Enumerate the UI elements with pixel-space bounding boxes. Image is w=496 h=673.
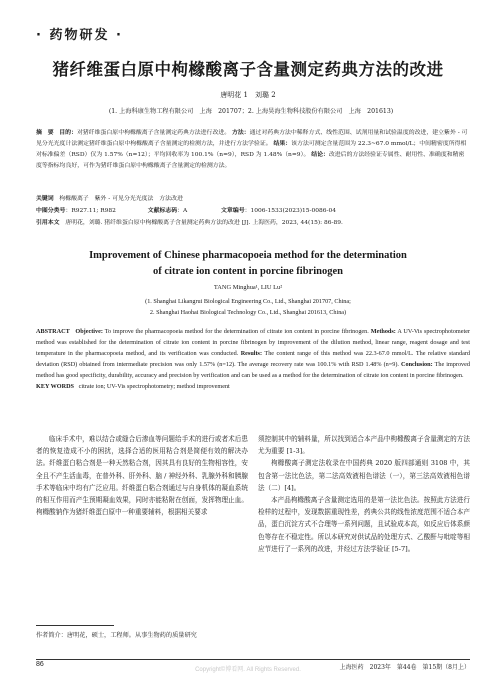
abstract-cn — [36, 128, 470, 172]
affiliation-en-2: 2. Shanghai Haohai Biological Technology Co., Ltd., Shanghai 201613, China) — [149, 309, 347, 316]
section-header: · 药物研发 · — [36, 28, 123, 43]
abstract-en — [36, 326, 470, 392]
objective-key: Objective: — [75, 328, 103, 335]
clc-value: R927.11; R982 — [71, 208, 116, 214]
keywords-en-label: KEY WORDS — [36, 383, 74, 390]
body-paragraph: 枸橼酸离子测定法收录在中国药典 2020 版四部通则 3108 中，其包含第一法比色法，第二法高效液相色谱法（一），第三法高效液相色谱法（二）[4]。 — [258, 459, 470, 492]
abstract-conclusion: 改进后的方法经验证专属性、耐用性、准确度和精密度等指标均良好，可作为猪纤维蛋白原中枸橼酸离子含量测定的检测方法。 — [36, 152, 465, 169]
classification-line: 中图分类号：R927.11; R982 文献标志码：A 文章编号：1006-1533(2023)15-0086-04 — [36, 208, 337, 214]
keywords-cn-text: 枸橼酸离子 紫外 - 可见分光光度法 方法改进 — [59, 196, 183, 202]
body-paragraph: 临床手术中，难以结合或缝合后渗血等问题给手术的进行或者术后患者的恢复造成不小的困扰，选择合适的医用粘合剂是简便有效的解决办法。纤维蛋白粘合剂是一种天然粘合剂，因其具有良好的生物相容性，安全且不产生活血毒，在普外科、肝外科、脑 / 神经外科、乳腺外科和胰腺手术等临床中均有广泛应用。纤维蛋白粘合剂通过与自身机体的凝血系统的相互作用而产生预期凝血效果，同时亦能粘附在创面，发挥物理止血。枸橼酸钠作为猪纤维蛋白原中一种重要辅料，根据相关要求 — [36, 435, 248, 517]
abstract-results: 该方法可测定含量范围为 22.3~67.0 mmol/L；中间精密度所得相对标准偏差（RSD）仅为 1.57%（n=12）；平均回收率为 100.1%（n=9），RSD 为 1.48%（n=9）。 — [36, 141, 467, 158]
abstract-methods: 通过对药典方法中稀释方式、线性范围、试剂用量和试验温度的改进，建立紫外 - 可见分光光度计法测定猪纤维蛋白原中枸橼酸离子含量测定的检测方法，并进行方法学验证。 — [36, 130, 468, 147]
body-column-right — [258, 433, 470, 555]
keywords-cn-label: 关键词 — [36, 196, 54, 202]
citation-text: 唐明花，刘璐. 猪纤维蛋白原中枸橼酸离子含量测定药典方法的改进 [J]. 上海医药，2023, 44(15): 86-89. — [65, 220, 343, 226]
abstract-conclusion-key: 结论： — [311, 152, 329, 158]
clc-label: 中图分类号 — [36, 208, 66, 214]
abstract-methods-key: 方法： — [232, 130, 250, 136]
conclusion-key: Conclusion: — [401, 361, 433, 368]
citation-label: 引用本文 — [36, 220, 60, 226]
methods-text: A UV-Vis spectrophotometer method was established for the determination of citrate ion content in porcine fibrinogen by improvement of the dilution method, linear range, reagent dosage and test temperature in the pharmacopoeia method, and its verification was conducted. — [36, 328, 471, 357]
citation-line — [36, 218, 470, 228]
title-en-line1: Improvement of Chinese pharmacopoeia method for the determination — [89, 250, 407, 261]
conclusion-text: The improved method has good specificity, durability, accuracy and precision by verification and can be used as a method for the determination of citrate ion content in porcine fibrinogen. — [36, 361, 470, 379]
methods-key: Methods: — [370, 328, 396, 335]
objective-text: To improve the pharmacopoeia method for the determination of citrate ion content in porcine fibrinogen. — [102, 328, 369, 335]
article-title-en — [0, 248, 496, 280]
results-key: Results: — [240, 350, 263, 357]
authors-en: TANG Minghua¹, LIU Lu² — [213, 284, 283, 291]
page-number: 86 — [36, 661, 44, 668]
article-no-label: 文章编号 — [221, 208, 245, 214]
body-column-left — [36, 433, 248, 518]
title-en-line2: of citrate ion content in porcine fibrinogen — [153, 266, 343, 277]
affiliations-en — [0, 296, 496, 318]
abstract-results-key: 结果： — [273, 141, 292, 147]
doc-code-label: 文献标志码 — [147, 208, 178, 214]
abstract-en-label: ABSTRACT — [36, 328, 70, 335]
keywords-cn — [36, 194, 470, 204]
body-paragraph: 须控制其中的辅料量，所以找到适合本产品中枸橼酸离子含量测定的方法尤为重要 [1-3]。 — [258, 435, 470, 456]
author-footnote: 作者简介：唐明花，硕士，工程师。从事生物药的质量研究 — [36, 632, 197, 639]
authors-cn: 唐明花 1 刘璐 2 — [220, 91, 276, 99]
article-title-cn: 猪纤维蛋白原中枸橼酸离子含量测定药典方法的改进 — [52, 60, 444, 79]
keywords-en — [36, 381, 470, 392]
footnote-divider — [36, 625, 114, 626]
copyright-watermark: Copyright©博看网. All Rights Reserved. — [195, 667, 301, 673]
results-text: The content range of this method was 22.3-67.0 mmol/L. The relative standard deviation (RSD) obtained from intermediate precision was only 1.57% (n=12). The average recovery rate was 100.1% with RSD 1.48% (n=9). — [36, 350, 470, 368]
article-no-value: 1006-1533(2023)15-0086-04 — [250, 208, 337, 214]
keywords-en-text: citrate ion; UV-Vis spectrophotometry; method improvement — [78, 383, 230, 390]
affiliation-en-1: (1. Shanghai Likangrui Biological Engineering Co., Ltd., Shanghai 201707, China; — [145, 298, 351, 305]
abstract-objective-key: 目的： — [59, 130, 77, 136]
journal-info: 上海医药 2023年 第44卷 第15期（8月上） — [339, 664, 470, 671]
abstract-cn-label: 摘 要 — [36, 130, 54, 136]
footer-divider — [36, 659, 470, 660]
doc-code-value: A — [183, 208, 188, 214]
affiliations-cn: (1. 上海科康生物工程有限公司 上海 201707；2. 上海昊海生物科技股份有限公司 上海 201613) — [108, 108, 394, 115]
abstract-objective: 对猪纤维蛋白原中枸橼酸离子含量测定药典方法进行改进。 — [76, 130, 231, 136]
body-paragraph: 本产品枸橼酸离子含量测定选用的是第一法比色法。按照此方法进行检样的过程中，发现数据重现性差，药典公共的线性浓度范围不适合本产品，蛋白沉淀方式不合理等一系列问题，且试验成本高，如反应后体系颜色等存在不稳定性。所以本研究对供试品的处理方式、乙酸酐与吡啶等相应节进行了一系列的改进，并经过方法学验证 [5-7]。 — [258, 496, 470, 553]
